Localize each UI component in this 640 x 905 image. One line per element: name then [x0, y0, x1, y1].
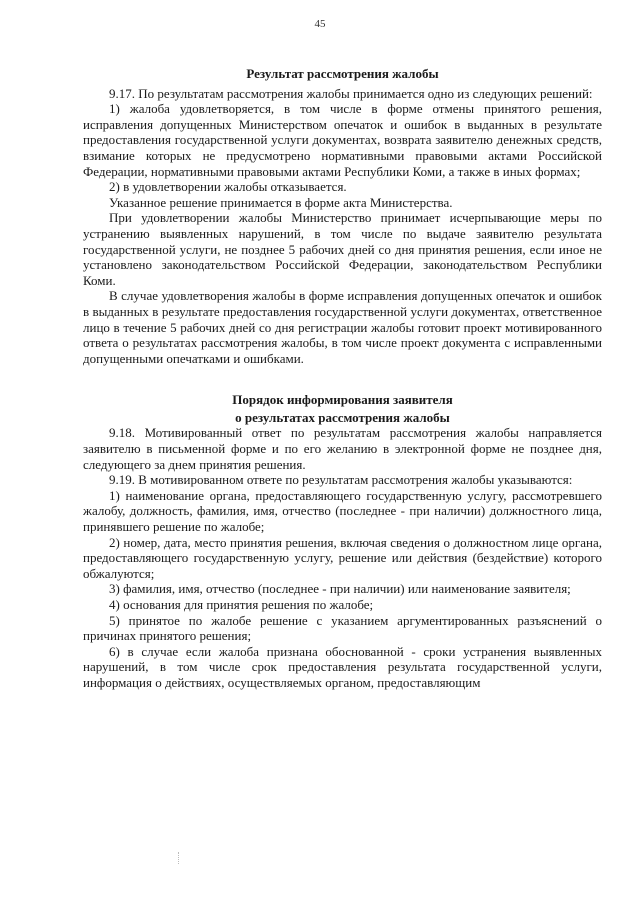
list-item-2: 2) номер, дата, место принятия решения, включая сведения о должностном лице органа, предоставляющего государственную услугу, решение или действия (бездействие) которого обжалуются; — [83, 534, 602, 581]
paragraph-satisfaction-measures: При удовлетворении жалобы Министерство принимает исчерпывающие меры по устранению выявленных нарушений, в том числе по выдаче заявителю результата государственной услуги, не позднее 5 рабочих дней со дня принятия решения, если иное не установлено законодательством Российской Федерации, законодательством Республики Коми. — [83, 210, 602, 288]
section-title-informing-line1: Порядок информирования заявителя — [232, 392, 453, 408]
list-item-5: 5) принятое по жалобе решение с указанием аргументированных разъяснений о причинах принятого решения; — [83, 612, 602, 644]
paragraph-9-17: 9.17. По результатам рассмотрения жалобы принимается одно из следующих решений: — [109, 85, 593, 101]
section-title-complaint-result: Результат рассмотрения жалобы — [246, 66, 439, 81]
list-item-1: 1) наименование органа, предоставляющего государственную услугу, рассмотревшего жалобу, должность, фамилия, имя, отчество (последнее - при наличии) должностного лица, принявшего решение по жалобе; — [83, 487, 602, 535]
list-item-3: 3) фамилия, имя, отчество (последнее - при наличии) или наименование заявителя; — [109, 581, 571, 597]
paragraph-9-19: 9.19. В мотивированном ответе по результатам рассмотрения жалобы указываются: — [109, 472, 573, 488]
section-title-informing-line2: о результатах рассмотрения жалобы — [235, 409, 450, 425]
list-item-1: 1) жалоба удовлетворяется, в том числе в форме отмены принятого решения, исправления допущенных Министерством опечаток и ошибок в выданных в результате предоставления государственной услуги документах, возврата заявителю денежных средств, взимание которых не предусмотрено нормативными правовыми актами Российской Федерации, нормативными правовыми актами Республики Коми, а также в иных формах; — [83, 101, 602, 179]
scan-artifact — [178, 852, 180, 864]
paragraph-9-18: 9.18. Мотивированный ответ по результатам рассмотрения жалобы направляется заявителю в письменной форме и по его желанию в электронной форме не позднее дня, следующего за днем принятия решения. — [83, 425, 602, 472]
paragraph-decision-form: Указанное решение принимается в форме акта Министерства. — [109, 194, 453, 210]
list-item-4: 4) основания для принятия решения по жалобе; — [109, 597, 374, 612]
paragraph-typo-correction: В случае удовлетворения жалобы в форме исправления допущенных опечаток и ошибок в выданных в результате предоставления государственной услуги документах, ответственное лицо в течение 5 рабочих дней со дня регистрации жалобы готовит проект мотивированного ответа о результатах рассмотрения жалобы, в том числе проект документа с исправленными допущенными опечатками и ошибками. — [83, 288, 602, 366]
page-number: 45 — [314, 18, 326, 30]
list-item-2: 2) в удовлетворении жалобы отказывается. — [109, 179, 347, 195]
list-item-6: 6) в случае если жалоба признана обоснованной - сроки устранения выявленных нарушений, в том числе срок предоставления результата государственной услуги, информация о действиях, осуществляемых органом, предоставляющим — [83, 643, 602, 690]
page-content — [83, 66, 602, 691]
